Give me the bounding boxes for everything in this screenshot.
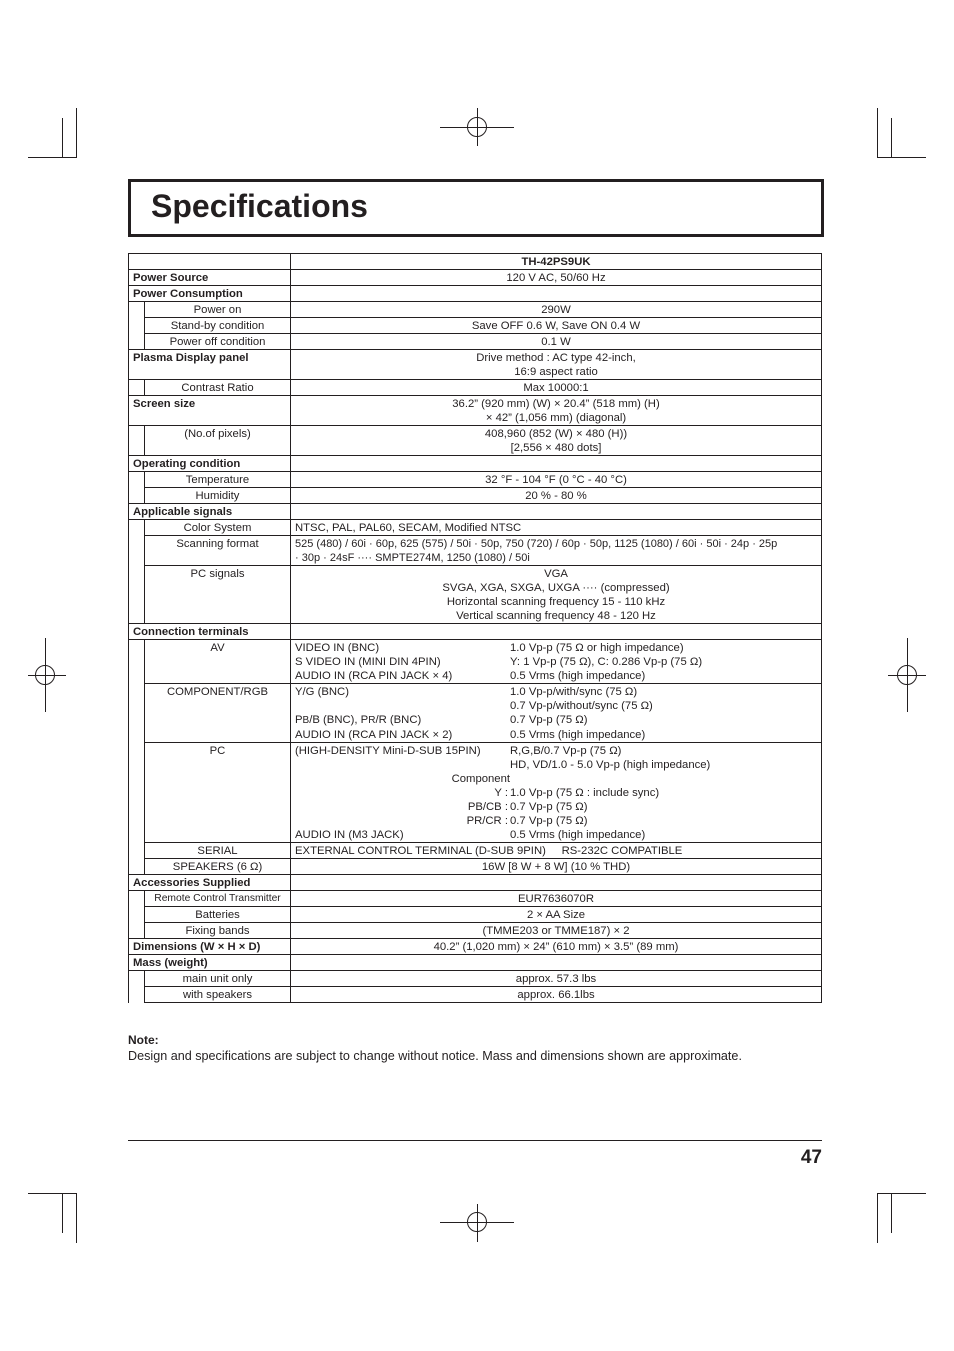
table-row: PC signals VGA SVGA, XGA, SXGA, UXGA ···· (compressed) Horizontal scanning frequency 15 - 110 kHz Vertical scanning frequency 48 - 120 Hz xyxy=(129,566,822,624)
footer-rule xyxy=(128,1140,822,1141)
table-row: AV VIDEO IN (BNC) 1.0 Vp-p (75 Ω or high impedance) S VIDEO IN (MINI DIN 4PIN) Y: 1 Vp-p (75 Ω), C: 0.286 Vp-p (75 Ω) AUDIO IN (RCA PIN JACK × 4) 0.5 Vrms (high impedance) xyxy=(129,640,822,684)
page-title: Specifications xyxy=(151,188,368,224)
table-row: Screen size 36.2” (920 mm) (W) × 20.4” (518 mm) (H) × 42” (1,056 mm) (diagonal) xyxy=(129,396,822,426)
table-row: Accessories Supplied xyxy=(129,875,822,891)
table-row: PC (HIGH-DENSITY Mini-D-SUB 15PIN) R,G,B/0.7 Vp-p (75 Ω) HD, VD/1.0 - 5.0 Vp-p (high impedance) Component Y : 1.0 Vp-p (75 Ω : include sync) PB/CB : 0.7 Vp-p (75 Ω) PR/CR : 0.7 Vp-p (75 Ω) AUDIO IN (M3 JACK) 0.5 Vrms (high impedance) xyxy=(129,743,822,843)
table-row: Fixing bands (TMME203 or TMME187) × 2 xyxy=(129,923,822,939)
table-row: Humidity 20 % - 80 % xyxy=(129,488,822,504)
model-header: TH-42PS9UK xyxy=(291,254,822,270)
spec-table xyxy=(128,253,822,1003)
table-row: Power Source 120 V AC, 50/60 Hz xyxy=(129,270,822,286)
table-row: Power Consumption xyxy=(129,286,822,302)
table-row: Operating condition xyxy=(129,456,822,472)
page-number: 47 xyxy=(800,1147,822,1168)
table-row: Plasma Display panel Drive method : AC type 42-inch, 16:9 aspect ratio xyxy=(129,350,822,380)
table-row: Scanning format 525 (480) / 60i · 60p, 625 (575) / 50i · 50p, 750 (720) / 60p · 50p, 1125 (1080) / 60i · 50i · 24p · 25p · 30p · 24sF ···· SMPTE274M, 1250 (1080) / 50i xyxy=(129,536,822,566)
table-header-row xyxy=(129,254,822,270)
table-row: (No.of pixels) 408,960 (852 (W) × 480 (H)) [2,556 × 480 dots] xyxy=(129,426,822,456)
table-row: main unit only approx. 57.3 lbs xyxy=(129,971,822,987)
table-row: Color System NTSC, PAL, PAL60, SECAM, Modified NTSC xyxy=(129,520,822,536)
table-row: Contrast Ratio Max 10000:1 xyxy=(129,380,822,396)
table-row: COMPONENT/RGB Y/G (BNC) 1.0 Vp-p/with/sync (75 Ω) 0.7 Vp-p/without/sync (75 Ω) PB/B (BNC), PR/R (BNC) 0.7 Vp-p (75 Ω) AUDIO IN (RCA PIN JACK × 2) 0.5 Vrms (high impedance) xyxy=(129,684,822,743)
table-row: Power on 290W xyxy=(129,302,822,318)
table-row: Stand-by condition Save OFF 0.6 W, Save ON 0.4 W xyxy=(129,318,822,334)
note-text: Design and specifications are subject to change without notice. Mass and dimensions shown are approximate. xyxy=(128,1049,742,1063)
table-row: Power off condition 0.1 W xyxy=(129,334,822,350)
table-row: Applicable signals xyxy=(129,504,822,520)
title-box xyxy=(128,179,824,237)
table-row: with speakers approx. 66.1lbs xyxy=(129,987,822,1003)
table-row: Mass (weight) xyxy=(129,955,822,971)
table-row: Remote Control Transmitter EUR7636070R xyxy=(129,891,822,907)
note-heading: Note: xyxy=(128,1033,159,1047)
table-row: SPEAKERS (6 Ω) 16W [8 W + 8 W] (10 % THD) xyxy=(129,859,822,875)
table-row: SERIAL EXTERNAL CONTROL TERMINAL (D-SUB 9PIN) RS-232C COMPATIBLE xyxy=(129,843,822,859)
table-row: Connection terminals xyxy=(129,624,822,640)
table-row: Temperature 32 °F - 104 °F (0 °C - 40 °C) xyxy=(129,472,822,488)
table-row: Dimensions (W × H × D) 40.2” (1,020 mm) × 24” (610 mm) × 3.5” (89 mm) xyxy=(129,939,822,955)
table-row: Batteries 2 × AA Size xyxy=(129,907,822,923)
